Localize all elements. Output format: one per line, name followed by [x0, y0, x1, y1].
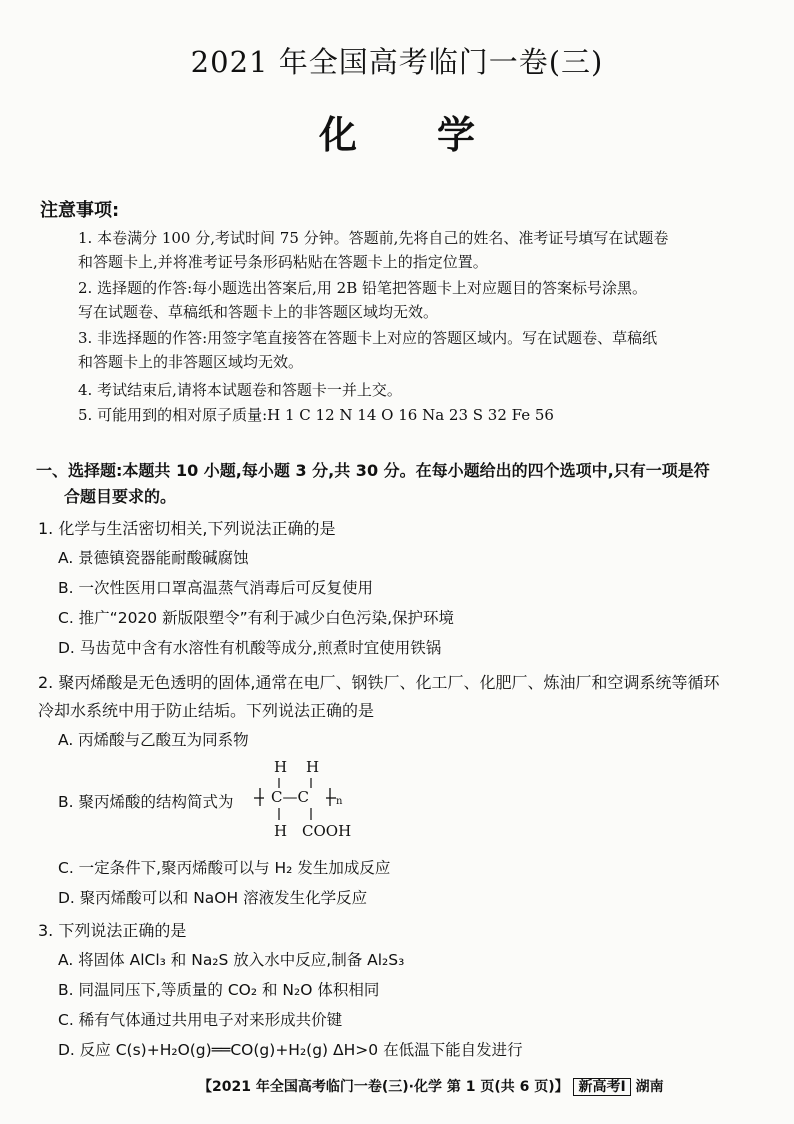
page-footer — [198, 1076, 664, 1096]
note-line-5: 3. 非选择题的作答:用签字笔直接答在答题卡上对应的答题区域内。写在试题卷、草稿纸 — [78, 329, 658, 347]
question-1-stem: 1. 化学与生活密切相关,下列说法正确的是 — [38, 519, 336, 538]
question-3-option-c: C. 稀有气体通过共用电子对来形成共价键 — [58, 1011, 343, 1029]
question-1-option-c: C. 推广“2020 新版限塑令”有利于减少白色污染,保护环境 — [58, 609, 455, 627]
formula-bottom-h: H — [274, 822, 288, 840]
question-3-option-b: B. 同温同压下,等质量的 CO₂ 和 N₂O 体积相同 — [58, 981, 380, 999]
question-3-option-a: A. 将固体 AlCl₃ 和 Na₂S 放入水中反应,制备 Al₂S₃ — [58, 951, 405, 969]
note-line-4: 写在试题卷、草稿纸和答题卡上的非答题区域均无效。 — [78, 303, 439, 321]
note-line-8: 5. 可能用到的相对原子质量:H 1 C 12 N 14 O 16 Na 23 S 32 Fe 56 — [78, 406, 554, 424]
question-3-option-d: D. 反应 C(s)+H₂O(g)══CO(g)+H₂(g) ΔH>0 在低温下能自发进行 — [58, 1041, 523, 1059]
formula-top-h-1: H — [274, 758, 288, 776]
note-line-7: 4. 考试结束后,请将本试题卷和答题卡一并上交。 — [78, 381, 402, 399]
section-instruction-1: 一、选择题:本题共 10 小题,每小题 3 分,共 30 分。在每小题给出的四个选项中,只有一项是符 — [36, 461, 710, 480]
formula-top-h-2: H — [306, 758, 320, 776]
question-2-option-d: D. 聚丙烯酸可以和 NaOH 溶液发生化学反应 — [58, 889, 368, 907]
question-2-stem-line-1: 2. 聚丙烯酸是无色透明的固体,通常在电厂、钢铁厂、化工厂、化肥厂、炼油厂和空调系统等循环 — [38, 673, 720, 692]
subject-title: 化学 — [318, 112, 555, 157]
note-line-2: 和答题卡上,并将准考证号条形码粘贴在答题卡上的指定位置。 — [78, 253, 488, 271]
footer-region: 湖南 — [635, 1079, 664, 1095]
note-line-3: 2. 选择题的作答:每小题选出答案后,用 2B 铅笔把答题卡上对应题目的答案标号涂黑。 — [78, 279, 648, 297]
formula-bottom-cooh: COOH — [302, 822, 352, 840]
formula-repeat-n: n — [336, 796, 343, 807]
formula-backbone: C—C — [271, 788, 309, 806]
polyacrylic-acid-formula — [252, 758, 372, 850]
footer-badge: 新高考Ⅰ — [573, 1078, 630, 1096]
exam-title: 2021 年全国高考临门一卷(三) — [190, 45, 604, 79]
footer-text: 【2021 年全国高考临门一卷(三)·化学 第 1 页(共 6 页)】 — [198, 1079, 569, 1095]
note-line-6: 和答题卡上的非答题区域均无效。 — [78, 353, 304, 371]
question-1-option-b: B. 一次性医用口罩高温蒸气消毒后可反复使用 — [58, 579, 373, 597]
question-2-option-a: A. 丙烯酸与乙酸互为同系物 — [58, 731, 249, 749]
notes-heading: 注意事项: — [40, 200, 120, 221]
question-2-option-b: B. 聚丙烯酸的结构简式为 — [58, 793, 234, 811]
question-2-stem-line-2: 冷却水系统中用于防止结垢。下列说法正确的是 — [38, 701, 375, 720]
note-line-1: 1. 本卷满分 100 分,考试时间 75 分钟。答题前,先将自己的姓名、准考证号填写在试题卷 — [78, 229, 669, 247]
section-instruction-2: 合题目要求的。 — [64, 487, 177, 506]
question-1-option-a: A. 景德镇瓷器能耐酸碱腐蚀 — [58, 549, 249, 567]
question-3-stem: 3. 下列说法正确的是 — [38, 921, 187, 940]
question-1-option-d: D. 马齿苋中含有水溶性有机酸等成分,煎煮时宜使用铁锅 — [58, 639, 442, 657]
question-2-option-c: C. 一定条件下,聚丙烯酸可以与 H₂ 发生加成反应 — [58, 859, 391, 877]
